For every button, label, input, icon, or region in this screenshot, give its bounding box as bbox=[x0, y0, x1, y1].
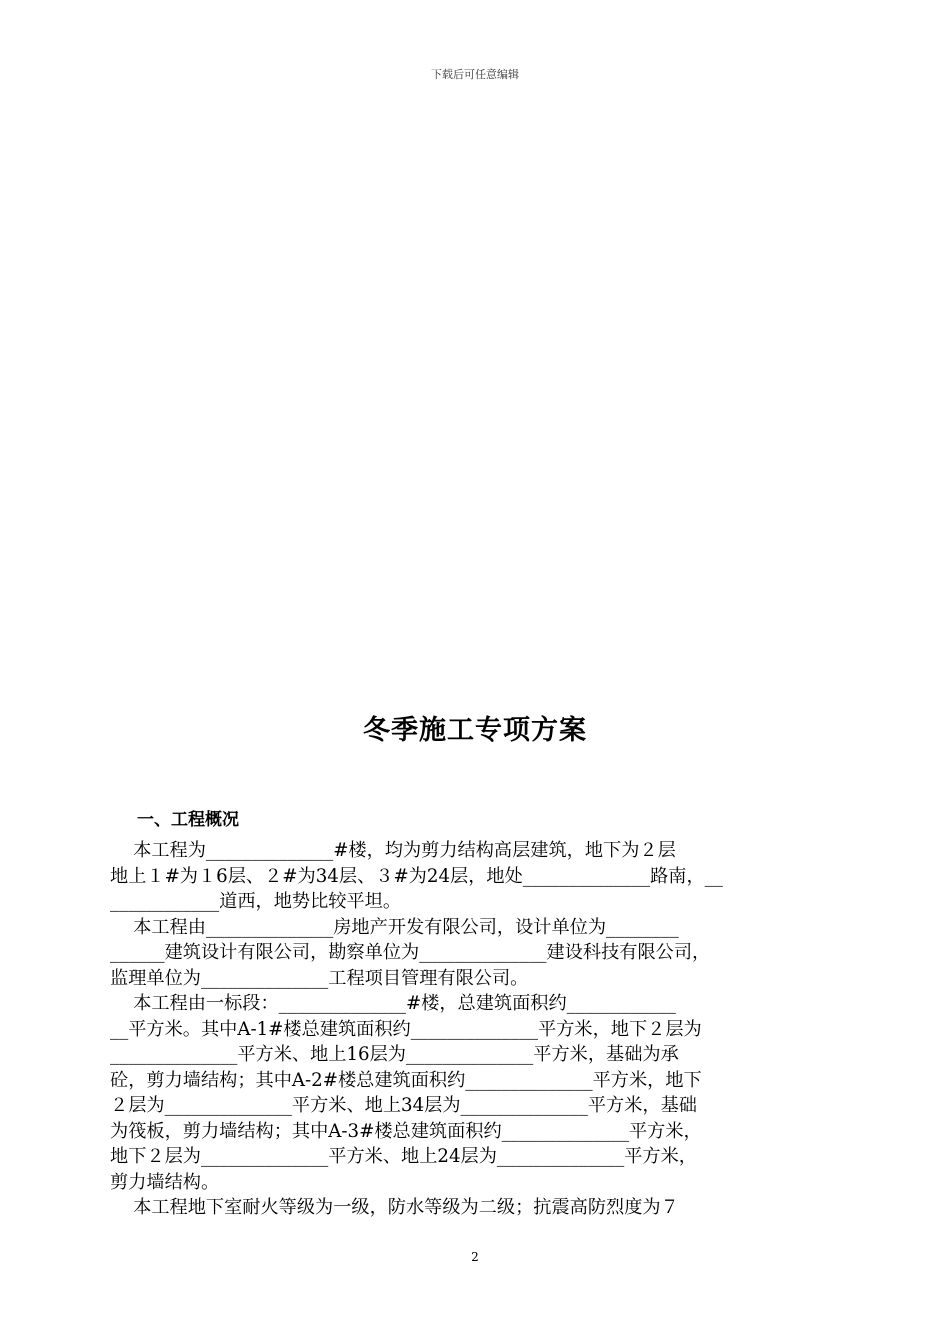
body-line: ____________道西，地势比较平坦。 bbox=[110, 891, 402, 912]
body-line: 本工程由一标段：______________#楼，总建筑面积约____________ bbox=[110, 993, 676, 1014]
body-line: ______________平方米、地上16层为______________平方米，基础为承 bbox=[110, 1044, 679, 1065]
document-title: 冬季施工专项方案 bbox=[363, 715, 587, 746]
body-line: 砼，剪力墙结构；其中A-2#楼总建筑面积约______________平方米，地下 bbox=[110, 1069, 702, 1091]
body-line: __平方米。其中A-1#楼总建筑面积约______________平方米，地下２层为 bbox=[110, 1018, 702, 1040]
body-line: 本工程由______________房地产开发有限公司，设计单位为________ bbox=[110, 916, 679, 938]
body-text bbox=[110, 838, 842, 1221]
body-line: 为筏板，剪力墙结构；其中A-3#楼总建筑面积约______________平方米， bbox=[110, 1120, 702, 1142]
section-heading: 一、工程概况 bbox=[137, 810, 239, 830]
body-line: ______建筑设计有限公司，勘察单位为______________建设科技有限公司， bbox=[110, 942, 711, 963]
body-line: 监理单位为______________工程项目管理有限公司。 bbox=[110, 967, 529, 989]
body-line: 本工程为______________#楼，均为剪力结构高层建筑，地下为２层 bbox=[110, 840, 676, 861]
body-line: 剪力墙结构。 bbox=[110, 1171, 220, 1193]
header-note: 下载后可任意编辑 bbox=[431, 68, 519, 81]
body-line: 本工程地下室耐火等级为一级，防水等级为二级；抗震高防烈度为７ bbox=[110, 1197, 679, 1218]
body-line: ２层为______________平方米、地上34层为______________平方米，基础 bbox=[110, 1095, 697, 1116]
body-line: 地上１#为１6层、２#为34层、３#为24层，地处______________路南，__ bbox=[110, 865, 723, 887]
body-line: 地下２层为______________平方米、地上24层为______________平方米， bbox=[110, 1146, 697, 1167]
page-number: 2 bbox=[471, 1250, 479, 1264]
